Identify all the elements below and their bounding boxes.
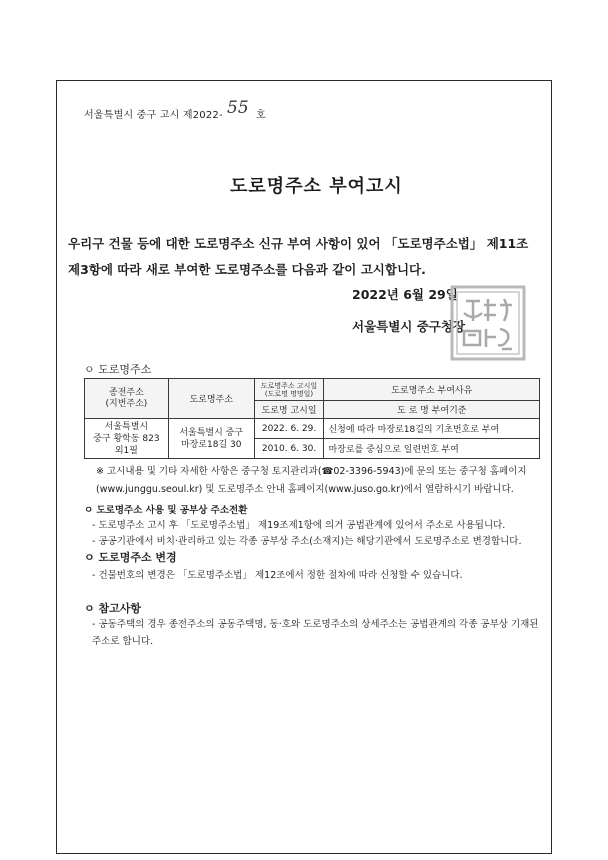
list-item: - 건물번호의 변경은 「도로명주소법」 제12조에서 정한 절차에 따라 신청할 수 있습니다. (92, 570, 463, 581)
issuer-name: 서울특별시 중구청장 (352, 319, 466, 334)
section-heading-road-address: ㅇ 도로명주소 (84, 363, 152, 376)
notice-suffix: 호 (256, 110, 266, 121)
cell-reason-row1: 신청에 따라 마장로18길의 기초번호로 부여 (324, 419, 540, 439)
notice-prefix: 서울특별시 중구 고시 제2022- (84, 110, 223, 121)
notice-number-handwritten: 55 (227, 98, 249, 118)
col-header-old-address: 종전주소 (지번주소) (85, 379, 169, 419)
section-heading-address-conversion: ㅇ 도로명주소 사용 및 공부상 주소전환 (84, 505, 248, 516)
sub-header-road-basis: 도 로 명 부여기준 (324, 401, 540, 419)
official-seal-stamp (438, 283, 530, 363)
cell-date-row2: 2010. 6. 30. (254, 439, 324, 459)
section-heading-address-change: ㅇ 도로명주소 변경 (84, 551, 177, 564)
list-item: - 공동주택의 경우 종전주소의 공동주택명, 동·호와 도로명주소의 상세주소는 공법관계의 각종 공부상 기재된 주소로 합니다. (92, 619, 539, 647)
section-heading-references: ㅇ 참고사항 (84, 602, 141, 615)
notice-date: 2022년 6월 29일 (352, 287, 458, 302)
intro-paragraph: 우리구 건물 등에 대한 도로명주소 신규 부여 사항이 있어 「도로명주소법」 제11조 제3항에 따라 새로 부여한 도로명주소를 다음과 같이 고시합니다. (68, 236, 529, 277)
col-header-road-address: 도로명주소 (168, 379, 254, 419)
inquiry-note: ※ 고시내용 및 기타 자세한 사항은 중구청 토지관리과(☎02-3396-5943)에 문의 또는 중구청 홈페이지 (www.junggu.seoul.kr) 및 도로명주소 안내 홈페이지(www.juso.go.kr)에서 열람하시기 바랍니다. (96, 466, 527, 495)
document-title: 도로명주소 부여고시 (230, 176, 403, 197)
col-header-notice-date: 도로명주소 고시일 (도로명 명명일) (254, 379, 324, 401)
cell-reason-row2: 마장로를 중심으로 일련번호 부여 (324, 439, 540, 459)
cell-road-address: 서울특별시 중구 마장로18길 30 (168, 419, 254, 459)
list-item: - 공공기관에서 비치·관리하고 있는 각종 공부상 주소(소재지)는 해당기관에서 도로명주소로 변경합니다. (92, 536, 522, 547)
col-header-reason: 도로명주소 부여사유 (324, 379, 540, 401)
cell-date-row1: 2022. 6. 29. (254, 419, 324, 439)
list-item: - 도로명주소 고시 후 「도로명주소법」 제19조제1항에 의거 공법관계에 있어서 주소로 사용됩니다. (92, 520, 506, 531)
road-address-table (84, 378, 540, 459)
sub-header-road-notice-date: 도로명 고시일 (254, 401, 324, 419)
cell-old-address: 서울특별시 중구 황학동 823 외1필 (85, 419, 169, 459)
